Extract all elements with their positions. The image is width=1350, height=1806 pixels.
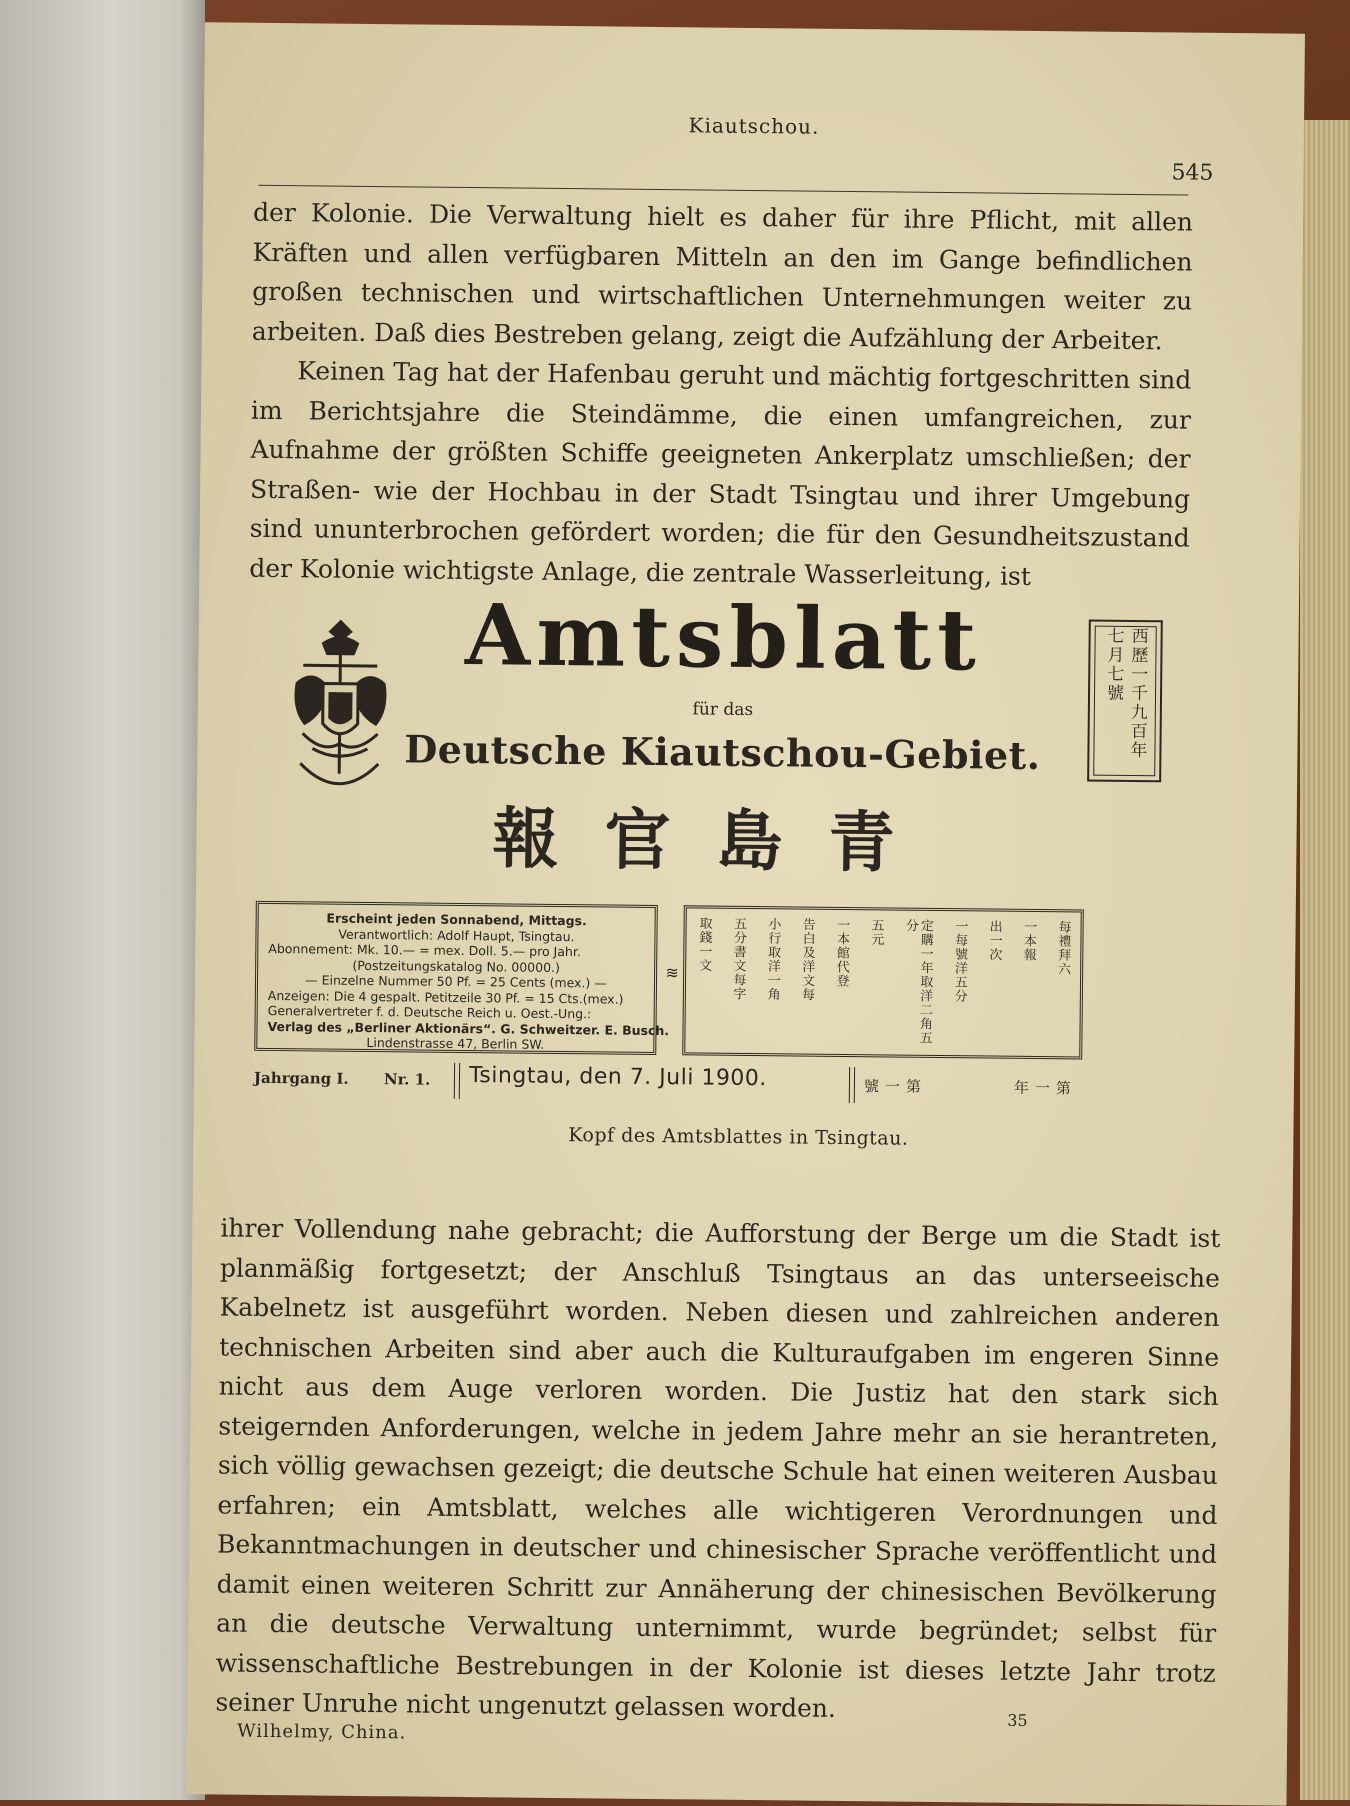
divider (849, 1067, 855, 1103)
issue-volume: Jahrgang I. (253, 1068, 349, 1088)
chinese-info-column: 一本報 (1020, 919, 1037, 962)
info-line: Lindenstrasse 47, Berlin SW. (366, 1034, 545, 1052)
chinese-info-column: 一本館代登 (833, 917, 850, 989)
footer-signature: Wilhelmy, China. (237, 1720, 407, 1744)
chinese-info-column: 小行取洋一角 (764, 917, 781, 1002)
date-column: 西歷一千九百年 (1126, 626, 1148, 761)
chinese-info-column: 五分書文每字 (730, 916, 747, 1001)
running-head: Kiautschou. (688, 113, 820, 139)
figure-caption: Kopf des Amtsblattes in Tsingtau. (568, 1124, 909, 1150)
chinese-date-box (1087, 620, 1163, 783)
book-page (186, 22, 1304, 1805)
chinese-info-column: 一每號洋五分 (951, 919, 968, 1004)
chinese-info-column: 每禮拜六 (1054, 920, 1071, 977)
chinese-info-column: 五元 (868, 918, 884, 947)
left-facing-page (0, 0, 205, 1800)
info-line: Erscheint jeden Sonnabend, Mittags. (326, 910, 587, 929)
issue-number-chinese: 號一第 (863, 1077, 928, 1096)
imperial-eagle-anchor-emblem-icon (282, 613, 399, 794)
amtsblatt-masthead-figure (253, 583, 1229, 1153)
info-line: Anzeigen: Die 4 gespalt. Petitzeile 30 Pf. = 15 Cts.(mex.) (267, 987, 624, 1007)
info-line: Verlag des „Berliner Aktionärs“. G. Schweitzer. E. Busch. (267, 1018, 670, 1038)
masthead-subtitle-small: für das (692, 699, 754, 721)
info-line: — Einzelne Nummer 50 Pf. = 25 Cents (mex.) — (305, 972, 607, 991)
info-line: Abonnement: Mk. 10.— = mex. Doll. 5.— pro Jahr. (268, 940, 581, 960)
chinese-info-column: 定購一年取洋二角五分 (902, 918, 934, 1045)
divider (454, 1063, 460, 1099)
info-line: Verantwortlich: Adolf Haupt, Tsingtau. (338, 926, 575, 944)
issue-number: Nr. 1. (383, 1070, 431, 1089)
info-line: (Postzeitungskatalog No. 00000.) (352, 957, 561, 975)
info-line: Generalvertreter f. d. Deutsche Reich u. Oest.-Ung.: (267, 1002, 592, 1022)
footer-sheet-number: 35 (1007, 1710, 1028, 1730)
body-text-top (249, 193, 1193, 598)
issue-line (254, 1061, 1094, 1110)
paragraph: der Kolonie. Die Verwaltung hielt es daher für ihre Pflicht, mit allen Kräften und allen verfügbaren Mitteln an den im Gange befindlichen großen technischen und wirtschaftlichen Unternehmungen weiter zu arbeiten. Daß dies Bestreben gelang, zeigt die Aufzählung der Arbeiter. (251, 197, 1194, 355)
paragraph: Keinen Tag hat der Hafenbau geruht und mächtig fortgeschritten sind im Berichtsjahre die Steindämme, die einen umfangreichen, zur Aufnahme der größten Schiffe geeigneten Ankerplatz umschließen; der Straßen- wie der Hochbau in der Stadt Tsingtau und ihrer Umgebung sind ununterbrochen gefördert worden; die für den Gesundheitszustand der Kolonie wichtigste Anlage, die zentrale Wasserleitung, ist (249, 356, 1192, 591)
chinese-info-column: 取錢一文 (696, 916, 712, 973)
chinese-masthead-title: 青島官報 (492, 799, 941, 882)
chinese-info-column: 出一次 (986, 919, 1002, 962)
chinese-info-box (682, 905, 1084, 1059)
masthead-title: Amtsblatt (464, 585, 983, 690)
ornament: ≋ (665, 963, 679, 983)
page-edges (1300, 120, 1350, 1800)
subscription-info-box (254, 901, 670, 1055)
issue-place-date: Tsingtau, den 7. Juli 1900. (468, 1063, 768, 1092)
chinese-info-column: 告白及洋文每 (798, 917, 815, 1002)
issue-year-chinese: 年一第 (1013, 1078, 1078, 1098)
paragraph: ihrer Vollendung nahe gebracht; die Aufforstung der Berge um die Stadt ist planmäßig fortgesetzt; der Anschluß Tsingtaus an das unterseeische Kabelnetz ist ausgeführt worden. Neben diesen und zahlreichen anderen technischen Arbeiten sind aber auch die Kulturaufgaben im engeren Sinne nicht aus dem Auge verloren worden. Die Justiz hat den stark sich steigernden Anforderungen, welche in jedem Jahre mehr an sie herantreten, sich völlig gewachsen gezeigt; die deutsche Schule hat einen weiteren Ausbau erfahren; ein Amtsblatt, welches alle wichtigeren Verordnungen und Bekanntmachungen in deutscher und chinesischer Sprache veröffentlicht und damit einen weiteren Schritt zur Annäherung der chinesischen Bevölkerung an die deutsche Verwaltung unternimmt, wurde begründet; selbst für wissenschaftliche Bestrebungen in der Kolonie ist dieses letzte Jahr trotz seiner Unruhe nicht ungenutzt gelassen worden. (215, 1213, 1221, 1723)
page-number: 545 (1171, 160, 1214, 186)
body-text-bottom (215, 1208, 1220, 1732)
date-column: 七月七號 (1102, 626, 1124, 703)
masthead-subtitle: Deutsche Kiautschou-Gebiet. (404, 726, 1041, 779)
